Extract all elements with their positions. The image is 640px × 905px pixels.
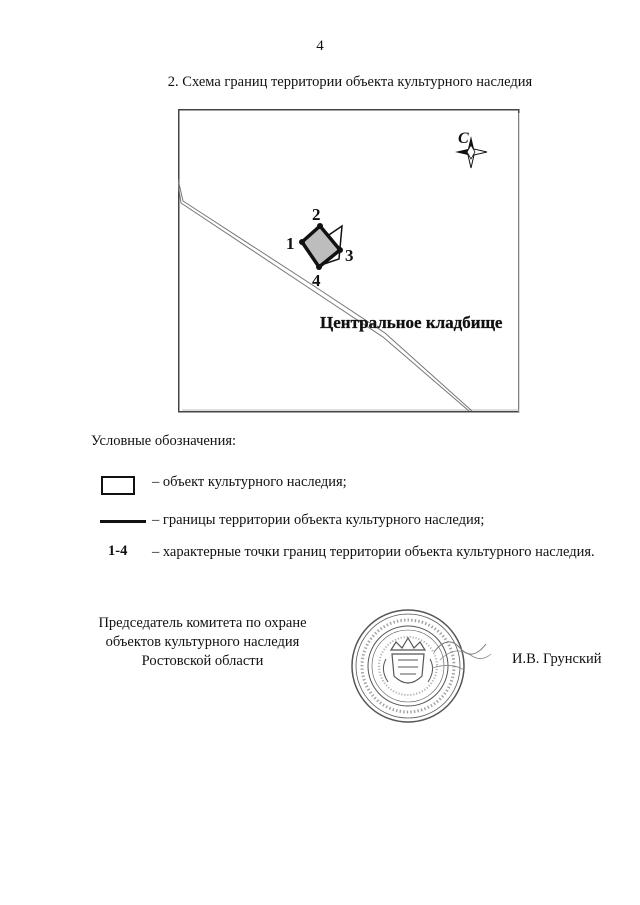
cemetery-label: Центральное кладбище bbox=[320, 313, 503, 332]
boundary-scheme-map bbox=[178, 109, 520, 413]
legend-boundary-text: – границы территории объекта культурного наследия; bbox=[152, 512, 485, 528]
legend-points-text: – характерные точки границ территории объекта культурного наследия. bbox=[152, 544, 595, 560]
point-label-4: 4 bbox=[312, 271, 321, 290]
boundary-point-3 bbox=[337, 247, 343, 253]
signer-name: И.В. Грунский bbox=[512, 651, 602, 667]
compass-north-label: С bbox=[458, 130, 469, 147]
signer-position: Председатель комитета по охране объектов культурного наследия Ростовской области bbox=[98, 615, 307, 669]
point-label-1: 1 bbox=[286, 234, 295, 253]
page-number: 4 bbox=[316, 38, 324, 54]
official-seal-stamp bbox=[336, 604, 494, 724]
boundary-point-4 bbox=[316, 264, 322, 270]
map-canvas bbox=[178, 109, 520, 413]
legend-object-text: – объект культурного наследия; bbox=[152, 474, 347, 490]
scheme-title: 2. Схема границ территории объекта культурного наследия bbox=[167, 74, 533, 90]
legend-points-code: 1-4 bbox=[108, 543, 128, 559]
boundary-point-1 bbox=[299, 239, 305, 245]
legend-object-symbol bbox=[101, 476, 135, 495]
point-label-3: 3 bbox=[345, 246, 354, 265]
legend-boundary-symbol bbox=[100, 520, 146, 523]
legend-heading: Условные обозначения: bbox=[91, 433, 237, 449]
seal-stamp-icon bbox=[336, 604, 494, 724]
point-label-2: 2 bbox=[312, 205, 321, 224]
